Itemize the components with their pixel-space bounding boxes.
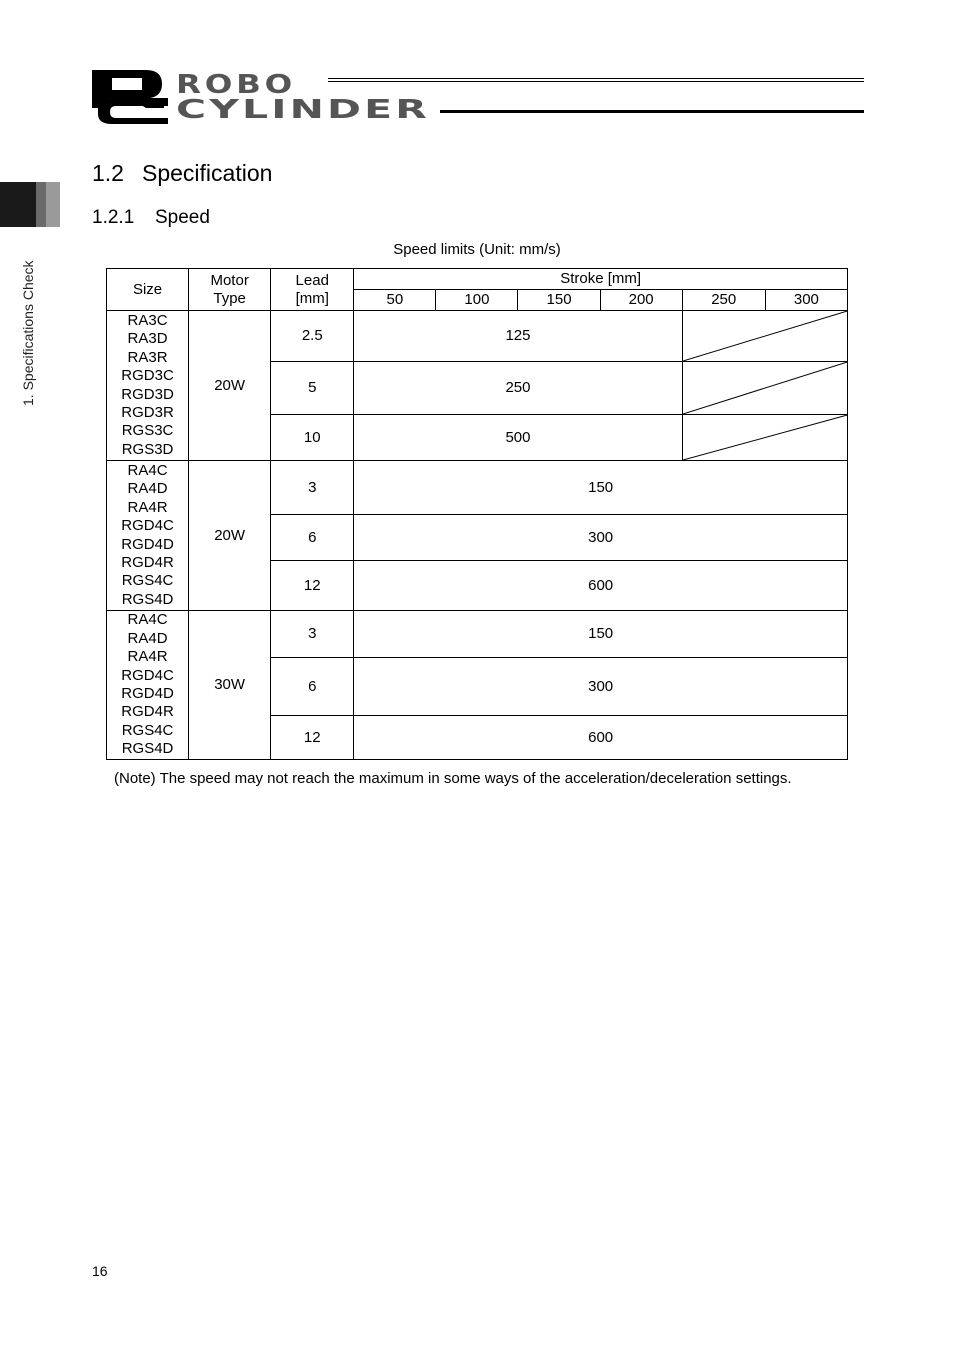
chapter-side-label: 1. Specifications Check [20, 260, 36, 406]
section-number: 1.2 [92, 160, 124, 186]
lead-cell: 2.5 [271, 311, 354, 362]
header-rule-thick [440, 110, 864, 113]
speed-cell: 125 [354, 311, 682, 362]
not-applicable-cell [682, 415, 847, 461]
logo-text-robo: ROBO [176, 70, 296, 100]
stroke-header-cell: 100 [436, 290, 518, 311]
header-motor-line2: Type [213, 289, 246, 307]
lead-cell: 12 [271, 561, 354, 611]
lead-cell: 3 [271, 461, 354, 515]
model-name: RGD4R [121, 553, 174, 571]
stroke-header-cell: 200 [600, 290, 682, 311]
diagonal-slash-icon [683, 311, 847, 361]
subsection-heading [92, 207, 210, 229]
model-name: RA3D [127, 330, 168, 348]
lead-cell: 12 [271, 716, 354, 760]
model-name: RA4C [127, 611, 168, 629]
header-lead-line1: Lead [295, 271, 329, 289]
header-lead-line2: [mm] [295, 289, 329, 307]
model-name: RGS3D [121, 440, 174, 458]
stroke-header-cell: 300 [765, 290, 847, 311]
header-motor-type [189, 269, 271, 311]
lead-cell: 6 [271, 515, 354, 561]
diagonal-slash-icon [683, 362, 847, 414]
stroke-header-cell: 150 [518, 290, 600, 311]
stroke-header-cell: 250 [682, 290, 765, 311]
header-size: Size [107, 269, 189, 311]
header-rule-thin-2 [328, 81, 864, 82]
size-cell [107, 611, 189, 760]
model-name: RGD3C [121, 367, 174, 385]
lead-cell: 6 [271, 658, 354, 716]
model-name: RGS3C [121, 422, 174, 440]
model-name: RA4D [127, 629, 168, 647]
model-name: RGD4C [121, 666, 174, 684]
model-name: RGD3R [121, 403, 174, 421]
motor-type-cell: 20W [189, 461, 271, 611]
model-name: RGD4C [121, 517, 174, 535]
lead-cell: 5 [271, 362, 354, 415]
speed-cell: 600 [354, 561, 848, 611]
model-name: RGD4R [121, 703, 174, 721]
not-applicable-cell [682, 311, 847, 362]
model-name: RGD4D [121, 685, 174, 702]
speed-cell: 250 [354, 362, 682, 415]
section-title: Specification [142, 160, 273, 186]
diagonal-slash-icon [683, 415, 847, 460]
model-name: RGS4C [121, 721, 174, 739]
speed-cell: 150 [354, 611, 848, 658]
model-name: RA3R [127, 348, 168, 366]
model-name: RA4C [127, 461, 168, 479]
model-name: RA4D [127, 480, 168, 498]
stroke-header-cell: 50 [354, 290, 436, 311]
model-name: RGD3D [121, 385, 174, 403]
size-cell [107, 311, 189, 461]
lead-cell: 3 [271, 611, 354, 658]
header-motor-line1: Motor [210, 271, 249, 289]
table-row [107, 461, 848, 515]
speed-cell: 300 [354, 515, 848, 561]
subsection-title: Speed [155, 207, 210, 228]
chapter-tab-marker [0, 182, 60, 227]
motor-type-cell: 30W [189, 611, 271, 760]
model-name: RGS4C [121, 572, 174, 590]
speed-cell: 150 [354, 461, 848, 515]
section-heading [92, 160, 272, 187]
speed-cell: 500 [354, 415, 682, 461]
table-row [107, 311, 848, 362]
logo-text-cylinder: CYLINDER [176, 95, 430, 124]
lead-cell: 10 [271, 415, 354, 461]
rc-logo-icon [90, 68, 432, 124]
model-name: RA4R [127, 498, 168, 516]
header-lead [271, 269, 354, 311]
speed-limits-table [106, 268, 848, 760]
speed-cell: 600 [354, 716, 848, 760]
model-name: RA3C [127, 311, 168, 329]
motor-type-cell: 20W [189, 311, 271, 461]
model-name: RGS4D [121, 590, 174, 608]
not-applicable-cell [682, 362, 847, 415]
size-cell [107, 461, 189, 611]
header-stroke: Stroke [mm] [354, 269, 848, 290]
page-number: 16 [92, 1263, 108, 1279]
table-row [107, 611, 848, 658]
model-name: RA4R [127, 648, 168, 666]
model-name: RGS4D [121, 740, 174, 758]
model-name: RGD4D [121, 535, 174, 553]
table-caption: Speed limits (Unit: mm/s) [393, 241, 561, 258]
table-note: (Note) The speed may not reach the maximum in some ways of the acceleration/deceleration settings. [114, 770, 792, 787]
subsection-number: 1.2.1 [92, 207, 135, 228]
speed-cell: 300 [354, 658, 848, 716]
header-rule-thin-1 [328, 78, 864, 79]
